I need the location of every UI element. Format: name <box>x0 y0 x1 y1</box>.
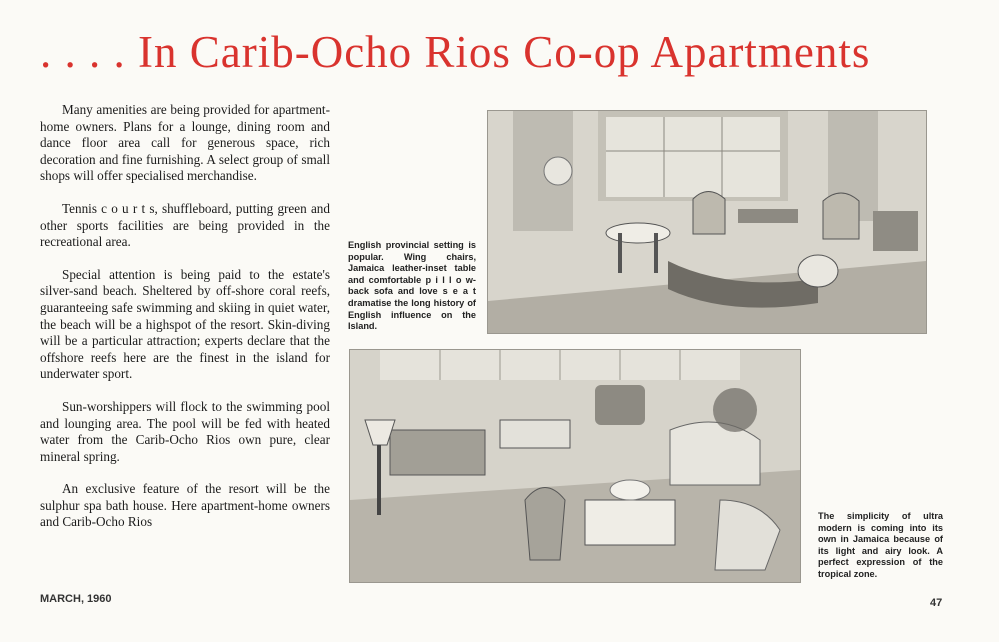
article-paragraph: Tennis c o u r t s, shuffleboard, putting green and other sports facilities are being provided in the recreational area. <box>40 200 330 250</box>
interior-illustration-icon <box>488 111 926 333</box>
caption-english-provincial: English provincial setting is popular. Wing chairs, Jamaica leather-inset table and comfortable p i l l o w-back sofa and love s e a t dramatise the long history of English influence on the Island. <box>348 240 476 332</box>
interior-illustration-icon <box>350 350 800 582</box>
page-number: 47 <box>930 597 943 609</box>
article-paragraph: Special attention is being paid to the estate's silver-sand beach. Sheltered by off-shore coral reefs, guaranteeing safe swimming and skiing in quiet water, the beach will be a highspot of the resort. Skin-diving will be a particular attraction; experts declare that the offshore reefs here are the finest in the island for underwater sport. <box>40 266 330 382</box>
footer-date: MARCH, 1960 <box>40 593 112 605</box>
page-title: . . . . In Carib-Ocho Rios Co-op Apartments <box>40 27 871 77</box>
article-paragraph: Sun-worshippers will flock to the swimming pool and lounging area. The pool will be fed with heated water from the Carib-Ocho Rios own pure, clear mineral spring. <box>40 398 330 464</box>
article-paragraph: Many amenities are being provided for apartment-home owners. Plans for a lounge, dining room and dance floor area call for generous space, rich decoration and fine furnishing. A select group of small shops will offer specialised merchandise. <box>40 102 330 184</box>
photo-english-provincial <box>487 110 927 334</box>
caption-ultra-modern: The simplicity of ultra modern is coming into its own in Jamaica because of its light and airy look. A perfect expression of the tropical zone. <box>818 511 943 579</box>
article-paragraph: An exclusive feature of the resort will be the sulphur spa bath house. Here apartment-home owners and Carib-Ocho Rios <box>40 481 330 530</box>
photo-ultra-modern <box>349 349 801 583</box>
article-body <box>40 102 330 547</box>
